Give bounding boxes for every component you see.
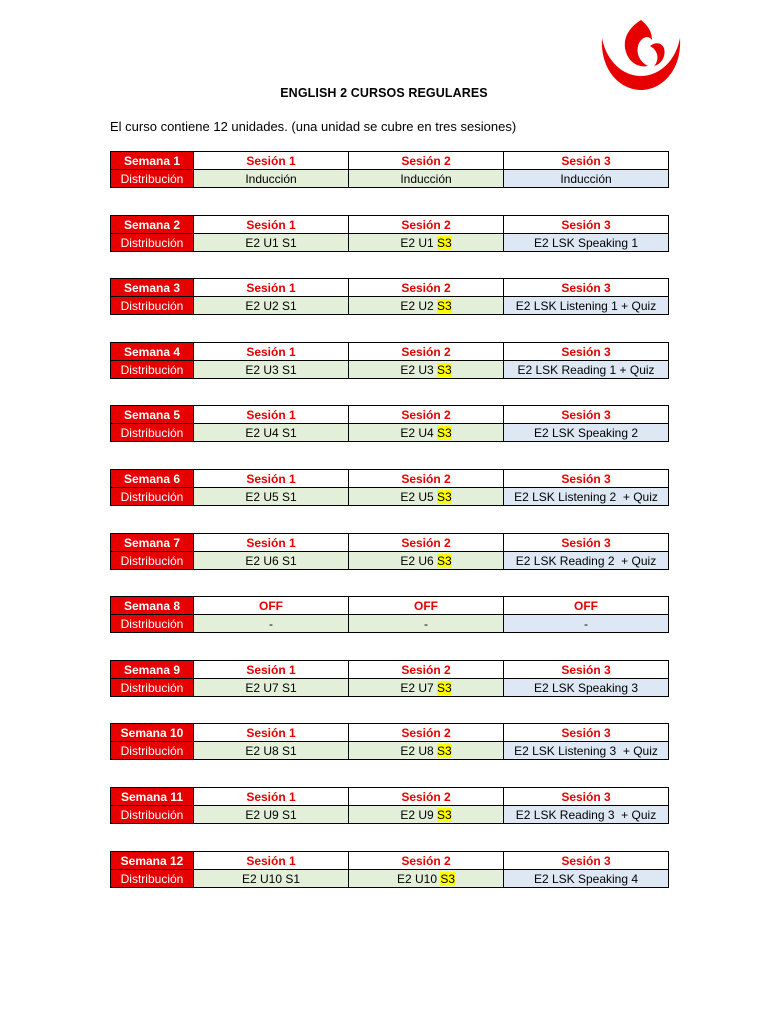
session-text: E2 U10 S1 xyxy=(241,871,301,886)
session-cell xyxy=(504,361,669,379)
session-header: OFF xyxy=(194,597,349,615)
distribution-label: Distribución xyxy=(111,488,194,506)
week-table xyxy=(110,660,669,697)
session-cell xyxy=(504,234,669,252)
week-table xyxy=(110,723,669,760)
distribution-row xyxy=(111,552,669,570)
session-cell xyxy=(194,679,349,697)
distribution-row xyxy=(111,297,669,315)
week-label: Semana 6 xyxy=(111,470,194,488)
session-text: E2 LSK Listening 3 + Quiz xyxy=(514,743,658,758)
highlighted-session-code: S3 xyxy=(437,743,452,758)
week-header-row xyxy=(111,406,669,424)
week-label: Semana 11 xyxy=(111,788,194,806)
week-header-row xyxy=(111,279,669,297)
distribution-row xyxy=(111,742,669,760)
session-text: - xyxy=(584,616,588,631)
week-table xyxy=(110,787,669,824)
session-cell xyxy=(504,615,669,633)
session-text: E2 U4 S1 xyxy=(245,425,297,440)
session-cell xyxy=(194,297,349,315)
session-header: Sesión 2 xyxy=(349,724,504,742)
session-text: Inducción xyxy=(400,171,452,186)
week-header-row xyxy=(111,724,669,742)
distribution-row xyxy=(111,424,669,442)
session-text: E2 U10 xyxy=(396,871,441,886)
session-cell xyxy=(194,488,349,506)
session-header: Sesión 3 xyxy=(504,661,669,679)
session-text: E2 U2 xyxy=(400,298,437,313)
week-label: Semana 9 xyxy=(111,661,194,679)
session-header: Sesión 3 xyxy=(504,852,669,870)
session-text: E2 LSK Reading 1 + Quiz xyxy=(517,362,655,377)
highlighted-session-code: S3 xyxy=(437,489,452,504)
session-cell xyxy=(349,488,504,506)
week-header-row xyxy=(111,152,669,170)
week-label: Semana 12 xyxy=(111,852,194,870)
session-cell xyxy=(349,806,504,824)
week-header-row xyxy=(111,852,669,870)
session-text: E2 LSK Listening 1 + Quiz xyxy=(515,298,657,313)
highlighted-session-code: S3 xyxy=(437,680,452,695)
distribution-label: Distribución xyxy=(111,806,194,824)
session-text: Inducción xyxy=(245,171,297,186)
session-header: Sesión 3 xyxy=(504,279,669,297)
session-cell xyxy=(194,806,349,824)
session-text: E2 U8 xyxy=(400,743,437,758)
session-header: Sesión 1 xyxy=(194,406,349,424)
session-text: E2 U7 xyxy=(400,680,437,695)
session-header: Sesión 2 xyxy=(349,788,504,806)
week-label: Semana 4 xyxy=(111,343,194,361)
session-cell xyxy=(349,870,504,888)
highlighted-session-code: S3 xyxy=(437,235,452,250)
distribution-label: Distribución xyxy=(111,742,194,760)
week-header-row xyxy=(111,470,669,488)
distribution-row xyxy=(111,679,669,697)
session-header: Sesión 3 xyxy=(504,152,669,170)
session-cell xyxy=(194,234,349,252)
highlighted-session-code: S3 xyxy=(437,425,452,440)
intro-text: El curso contiene 12 unidades. (una unidad se cubre en tres sesiones) xyxy=(110,119,517,134)
week-header-row xyxy=(111,661,669,679)
session-cell xyxy=(349,742,504,760)
session-text: E2 U3 S1 xyxy=(245,362,297,377)
distribution-label: Distribución xyxy=(111,424,194,442)
session-text: E2 U4 xyxy=(400,425,437,440)
week-label: Semana 8 xyxy=(111,597,194,615)
session-cell xyxy=(194,361,349,379)
session-header: Sesión 2 xyxy=(349,406,504,424)
distribution-row xyxy=(111,234,669,252)
week-table xyxy=(110,278,669,315)
session-cell xyxy=(504,297,669,315)
highlighted-session-code: S3 xyxy=(437,807,452,822)
session-text: E2 LSK Reading 3 + Quiz xyxy=(515,807,657,822)
session-header: OFF xyxy=(349,597,504,615)
session-text: E2 U5 S1 xyxy=(245,489,297,504)
session-header: Sesión 2 xyxy=(349,534,504,552)
session-header: Sesión 1 xyxy=(194,661,349,679)
week-header-row xyxy=(111,597,669,615)
session-header: Sesión 1 xyxy=(194,152,349,170)
week-table xyxy=(110,469,669,506)
session-cell xyxy=(194,552,349,570)
session-cell xyxy=(194,742,349,760)
session-text: E2 LSK Reading 2 + Quiz xyxy=(515,553,657,568)
session-text: E2 U1 xyxy=(400,235,437,250)
distribution-row xyxy=(111,488,669,506)
session-header: Sesión 1 xyxy=(194,343,349,361)
session-text: E2 U7 S1 xyxy=(245,680,297,695)
session-header: Sesión 1 xyxy=(194,788,349,806)
session-header: Sesión 2 xyxy=(349,152,504,170)
session-header: Sesión 3 xyxy=(504,216,669,234)
distribution-label: Distribución xyxy=(111,361,194,379)
session-text: E2 U3 xyxy=(400,362,437,377)
session-cell xyxy=(194,424,349,442)
session-text: E2 LSK Listening 2 + Quiz xyxy=(514,489,658,504)
session-cell xyxy=(349,234,504,252)
week-label: Semana 10 xyxy=(111,724,194,742)
session-header: OFF xyxy=(504,597,669,615)
distribution-row xyxy=(111,870,669,888)
distribution-label: Distribución xyxy=(111,234,194,252)
session-header: Sesión 3 xyxy=(504,406,669,424)
session-cell xyxy=(349,552,504,570)
session-header: Sesión 1 xyxy=(194,852,349,870)
session-text: E2 U6 xyxy=(400,553,437,568)
university-logo xyxy=(598,20,684,92)
session-header: Sesión 3 xyxy=(504,534,669,552)
session-cell xyxy=(349,615,504,633)
session-cell xyxy=(194,170,349,188)
session-cell xyxy=(349,297,504,315)
session-text: - xyxy=(269,616,273,631)
distribution-label: Distribución xyxy=(111,297,194,315)
week-table xyxy=(110,151,669,188)
week-header-row xyxy=(111,216,669,234)
session-header: Sesión 2 xyxy=(349,216,504,234)
session-cell xyxy=(504,552,669,570)
session-header: Sesión 3 xyxy=(504,788,669,806)
week-label: Semana 1 xyxy=(111,152,194,170)
session-cell xyxy=(194,870,349,888)
session-cell xyxy=(349,679,504,697)
week-header-row xyxy=(111,343,669,361)
session-header: Sesión 1 xyxy=(194,216,349,234)
session-text: E2 U8 S1 xyxy=(245,743,297,758)
week-table xyxy=(110,342,669,379)
session-header: Sesión 3 xyxy=(504,470,669,488)
session-header: Sesión 1 xyxy=(194,534,349,552)
highlighted-session-code: S3 xyxy=(437,298,452,313)
week-header-row xyxy=(111,534,669,552)
session-header: Sesión 2 xyxy=(349,343,504,361)
session-text: E2 U5 xyxy=(400,489,437,504)
distribution-row xyxy=(111,806,669,824)
session-header: Sesión 2 xyxy=(349,852,504,870)
week-table xyxy=(110,215,669,252)
session-header: Sesión 2 xyxy=(349,661,504,679)
week-table xyxy=(110,405,669,442)
session-cell xyxy=(504,806,669,824)
week-label: Semana 3 xyxy=(111,279,194,297)
highlighted-session-code: S3 xyxy=(437,362,452,377)
session-cell xyxy=(349,361,504,379)
session-text: - xyxy=(424,616,428,631)
session-text: E2 LSK Speaking 2 xyxy=(533,425,639,440)
session-cell xyxy=(194,615,349,633)
session-header: Sesión 1 xyxy=(194,724,349,742)
week-table xyxy=(110,533,669,570)
distribution-row xyxy=(111,170,669,188)
week-table xyxy=(110,851,669,888)
session-text: E2 LSK Speaking 4 xyxy=(533,871,639,886)
distribution-label: Distribución xyxy=(111,870,194,888)
session-header: Sesión 3 xyxy=(504,343,669,361)
session-text: E2 U9 xyxy=(400,807,437,822)
session-text: E2 U6 S1 xyxy=(245,553,297,568)
highlighted-session-code: S3 xyxy=(437,553,452,568)
session-header: Sesión 2 xyxy=(349,470,504,488)
session-cell xyxy=(504,679,669,697)
session-cell xyxy=(349,424,504,442)
distribution-row xyxy=(111,615,669,633)
week-table xyxy=(110,596,669,633)
session-text: Inducción xyxy=(560,171,612,186)
session-cell xyxy=(504,488,669,506)
session-cell xyxy=(504,170,669,188)
session-cell xyxy=(504,742,669,760)
session-cell xyxy=(504,870,669,888)
session-text: E2 U9 S1 xyxy=(245,807,297,822)
week-label: Semana 5 xyxy=(111,406,194,424)
session-text: E2 U2 S1 xyxy=(245,298,297,313)
highlighted-session-code: S3 xyxy=(440,871,456,886)
session-header: Sesión 1 xyxy=(194,279,349,297)
distribution-row xyxy=(111,361,669,379)
week-header-row xyxy=(111,788,669,806)
document-title: ENGLISH 2 CURSOS REGULARES xyxy=(280,86,488,100)
session-header: Sesión 2 xyxy=(349,279,504,297)
session-header: Sesión 1 xyxy=(194,470,349,488)
distribution-label: Distribución xyxy=(111,679,194,697)
session-header: Sesión 3 xyxy=(504,724,669,742)
session-cell xyxy=(349,170,504,188)
session-text: E2 LSK Speaking 1 xyxy=(533,235,639,250)
session-cell xyxy=(504,424,669,442)
session-text: E2 LSK Speaking 3 xyxy=(533,680,639,695)
session-text: E2 U1 S1 xyxy=(245,235,297,250)
distribution-label: Distribución xyxy=(111,615,194,633)
distribution-label: Distribución xyxy=(111,170,194,188)
distribution-label: Distribución xyxy=(111,552,194,570)
week-label: Semana 2 xyxy=(111,216,194,234)
week-label: Semana 7 xyxy=(111,534,194,552)
